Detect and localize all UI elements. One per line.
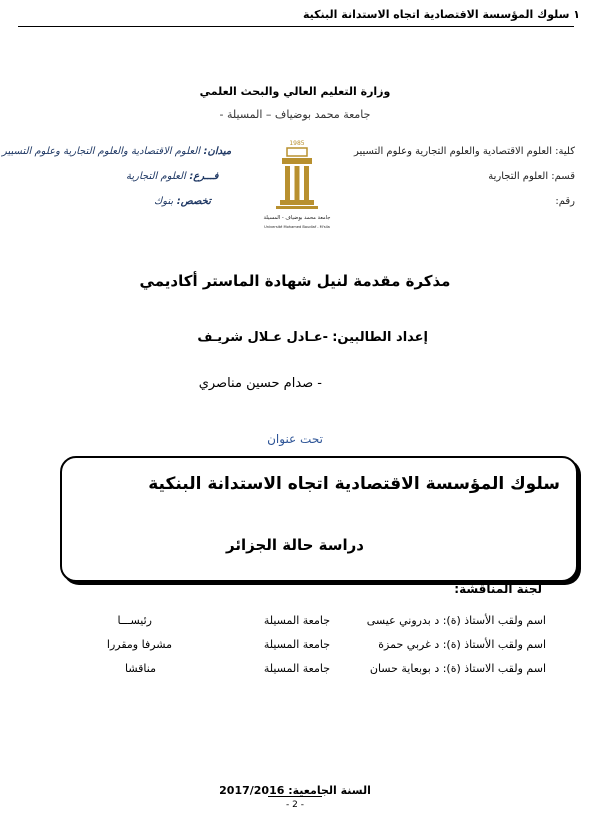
memo-title: مذكرة مقدمة لنيل شهادة الماستر أكاديمي xyxy=(139,272,451,290)
logo-emblem-icon xyxy=(258,138,336,234)
logo-name-fr: Université Mohamed Boudiaf - M'sila xyxy=(264,225,330,229)
logo-name-ar: جامعة محمد بوضياف - المسيلة xyxy=(263,215,331,221)
branch-value: العلوم التجارية xyxy=(126,171,186,182)
thesis-subtitle: دراسة حالة الجزائر xyxy=(226,536,364,554)
department-line: قسم: العلوم التجارية xyxy=(488,171,575,182)
page-number: - 2 - xyxy=(286,800,304,810)
jury-member-role: رئيســـا xyxy=(117,614,152,627)
jury-member-university: جامعة المسيلة xyxy=(263,614,330,627)
university-logo xyxy=(258,138,336,234)
branch-label: فـــرع: xyxy=(189,171,219,182)
specialty-line xyxy=(154,196,211,207)
jury-member-name: اسم ولقب الأستاذ (ة): د غربي حمزة xyxy=(378,638,546,651)
field-label: ميدان: xyxy=(203,146,232,157)
field-line xyxy=(2,146,231,157)
running-header: ١ سلوك المؤسسة الاقتصادية اتجاه الاستدانة البنكية xyxy=(303,8,580,21)
jury-member-university: جامعة المسيلة xyxy=(263,638,330,651)
specialty-value: بنوك xyxy=(154,196,174,207)
academic-year-value: 2017/2016 xyxy=(219,784,285,797)
specialty-label: تخصص: xyxy=(176,196,211,207)
jury-label: لجنة المناقشة: xyxy=(454,582,542,596)
page-number-divider xyxy=(268,796,322,797)
thesis-title: سلوك المؤسسة الاقتصادية اتجاه الاستدانة البنكية xyxy=(148,474,560,494)
students-label: إعداد الطالبين: xyxy=(332,330,428,345)
academic-year-label: السنة الجامعية: xyxy=(288,784,371,797)
jury-member-university: جامعة المسيلة xyxy=(263,662,330,675)
branch-line xyxy=(126,171,218,182)
logo-year: 1985 xyxy=(289,140,305,147)
header-divider xyxy=(18,26,574,27)
number-line: رقم: xyxy=(555,196,575,207)
faculty-line: كلية: العلوم الاقتصادية والعلوم التجارية وعلوم التسيير xyxy=(353,146,575,157)
university-name: جامعة محمد بوضياف – المسيلة - xyxy=(219,108,371,121)
jury-member-name: اسم ولقب الأستاذ (ة): د بدروني عيسى xyxy=(366,614,546,627)
field-value: العلوم الاقتصادية والعلوم التجارية وعلوم التسيير xyxy=(2,146,201,157)
ministry-name: وزارة التعليم العالي والبحث العلمي xyxy=(199,85,391,98)
students-line xyxy=(197,330,428,345)
jury-member-role: مشرفا ومقررا xyxy=(106,638,172,651)
under-title-label: تحت عنوان xyxy=(267,432,323,446)
student-1: -عـادل عـلال شريـف xyxy=(197,330,329,345)
jury-member-role: مناقشا xyxy=(125,662,156,675)
jury-member-name: اسم ولقب الاستاذ (ة): د بوبعاية حسان xyxy=(369,662,546,675)
student-2: - صدام حسين مناصري xyxy=(198,376,322,391)
